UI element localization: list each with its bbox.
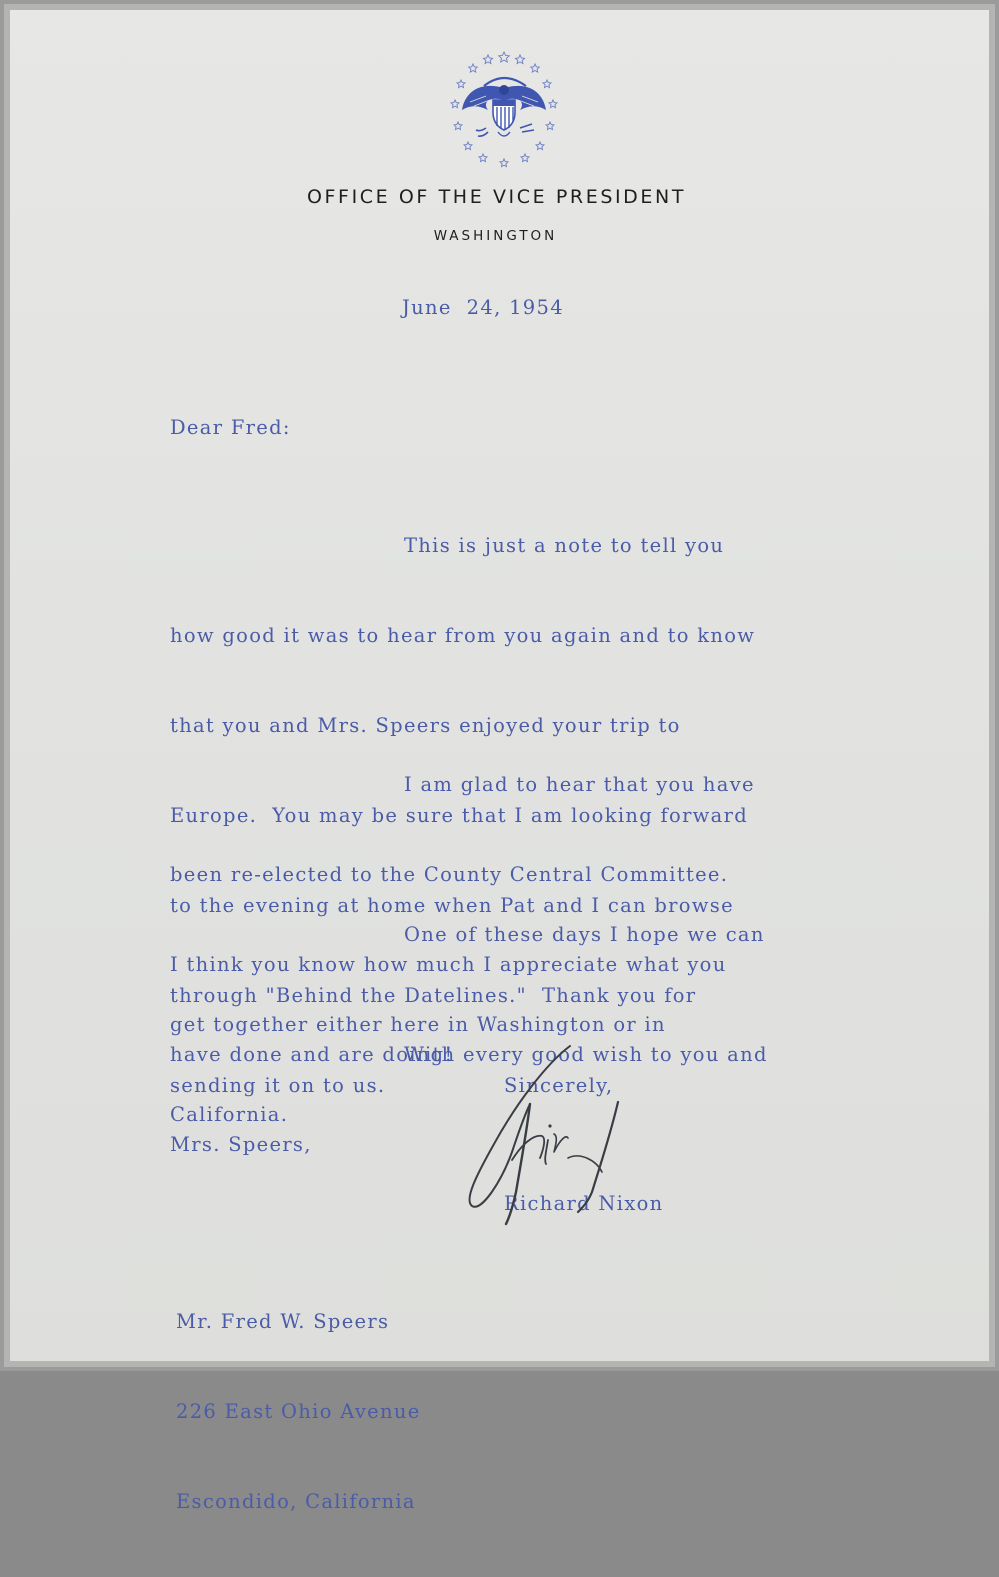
letter-date: June 24, 1954 — [402, 296, 564, 319]
handwritten-signature-icon — [450, 1040, 670, 1230]
paragraph-line: With every good wish to you and — [404, 1043, 768, 1066]
letter-salutation: Dear Fred: — [170, 416, 291, 439]
paragraph-line: sending it on to us. — [170, 1074, 386, 1097]
paragraph-line: Mrs. Speers, — [170, 1133, 312, 1156]
paragraph-line: One of these days I hope we can — [404, 923, 765, 946]
letterhead-city: WASHINGTON — [433, 228, 558, 244]
letter-closing: Sincerely, — [504, 1074, 614, 1097]
paragraph-line: Europe. You may be sure that I am looking forward — [170, 804, 749, 827]
letterhead-office-title: OFFICE OF THE VICE PRESIDENT — [306, 186, 687, 208]
paragraph-line: get together either here in Washington or in — [170, 1013, 666, 1036]
paragraph-line: to the evening at home when Pat and I can browse — [170, 894, 734, 917]
paragraph-line: through "Behind the Datelines." Thank you for — [170, 984, 697, 1007]
recipient-address — [176, 1247, 421, 1577]
paragraph-line: California. — [170, 1103, 289, 1126]
paragraph-line: that you and Mrs. Speers enjoyed your trip to — [170, 714, 681, 737]
paragraph-line: have done and are doing! — [170, 1043, 454, 1066]
address-line: 226 East Ohio Avenue — [176, 1400, 421, 1423]
address-line: Mr. Fred W. Speers — [176, 1310, 390, 1333]
paragraph-line: how good it was to hear from you again and to know — [170, 624, 756, 647]
paragraph-line: been re-elected to the County Central Committee. — [170, 863, 729, 886]
signed-name: Richard Nixon — [504, 1192, 664, 1215]
paragraph-line: I am glad to hear that you have — [404, 773, 755, 796]
letter-page — [10, 10, 989, 1513]
address-line: Escondido, California — [176, 1490, 416, 1513]
vice-president-seal-icon — [446, 46, 562, 170]
paragraph-line: I think you know how much I appreciate what you — [170, 953, 727, 976]
paragraph-line: This is just a note to tell you — [404, 534, 725, 557]
